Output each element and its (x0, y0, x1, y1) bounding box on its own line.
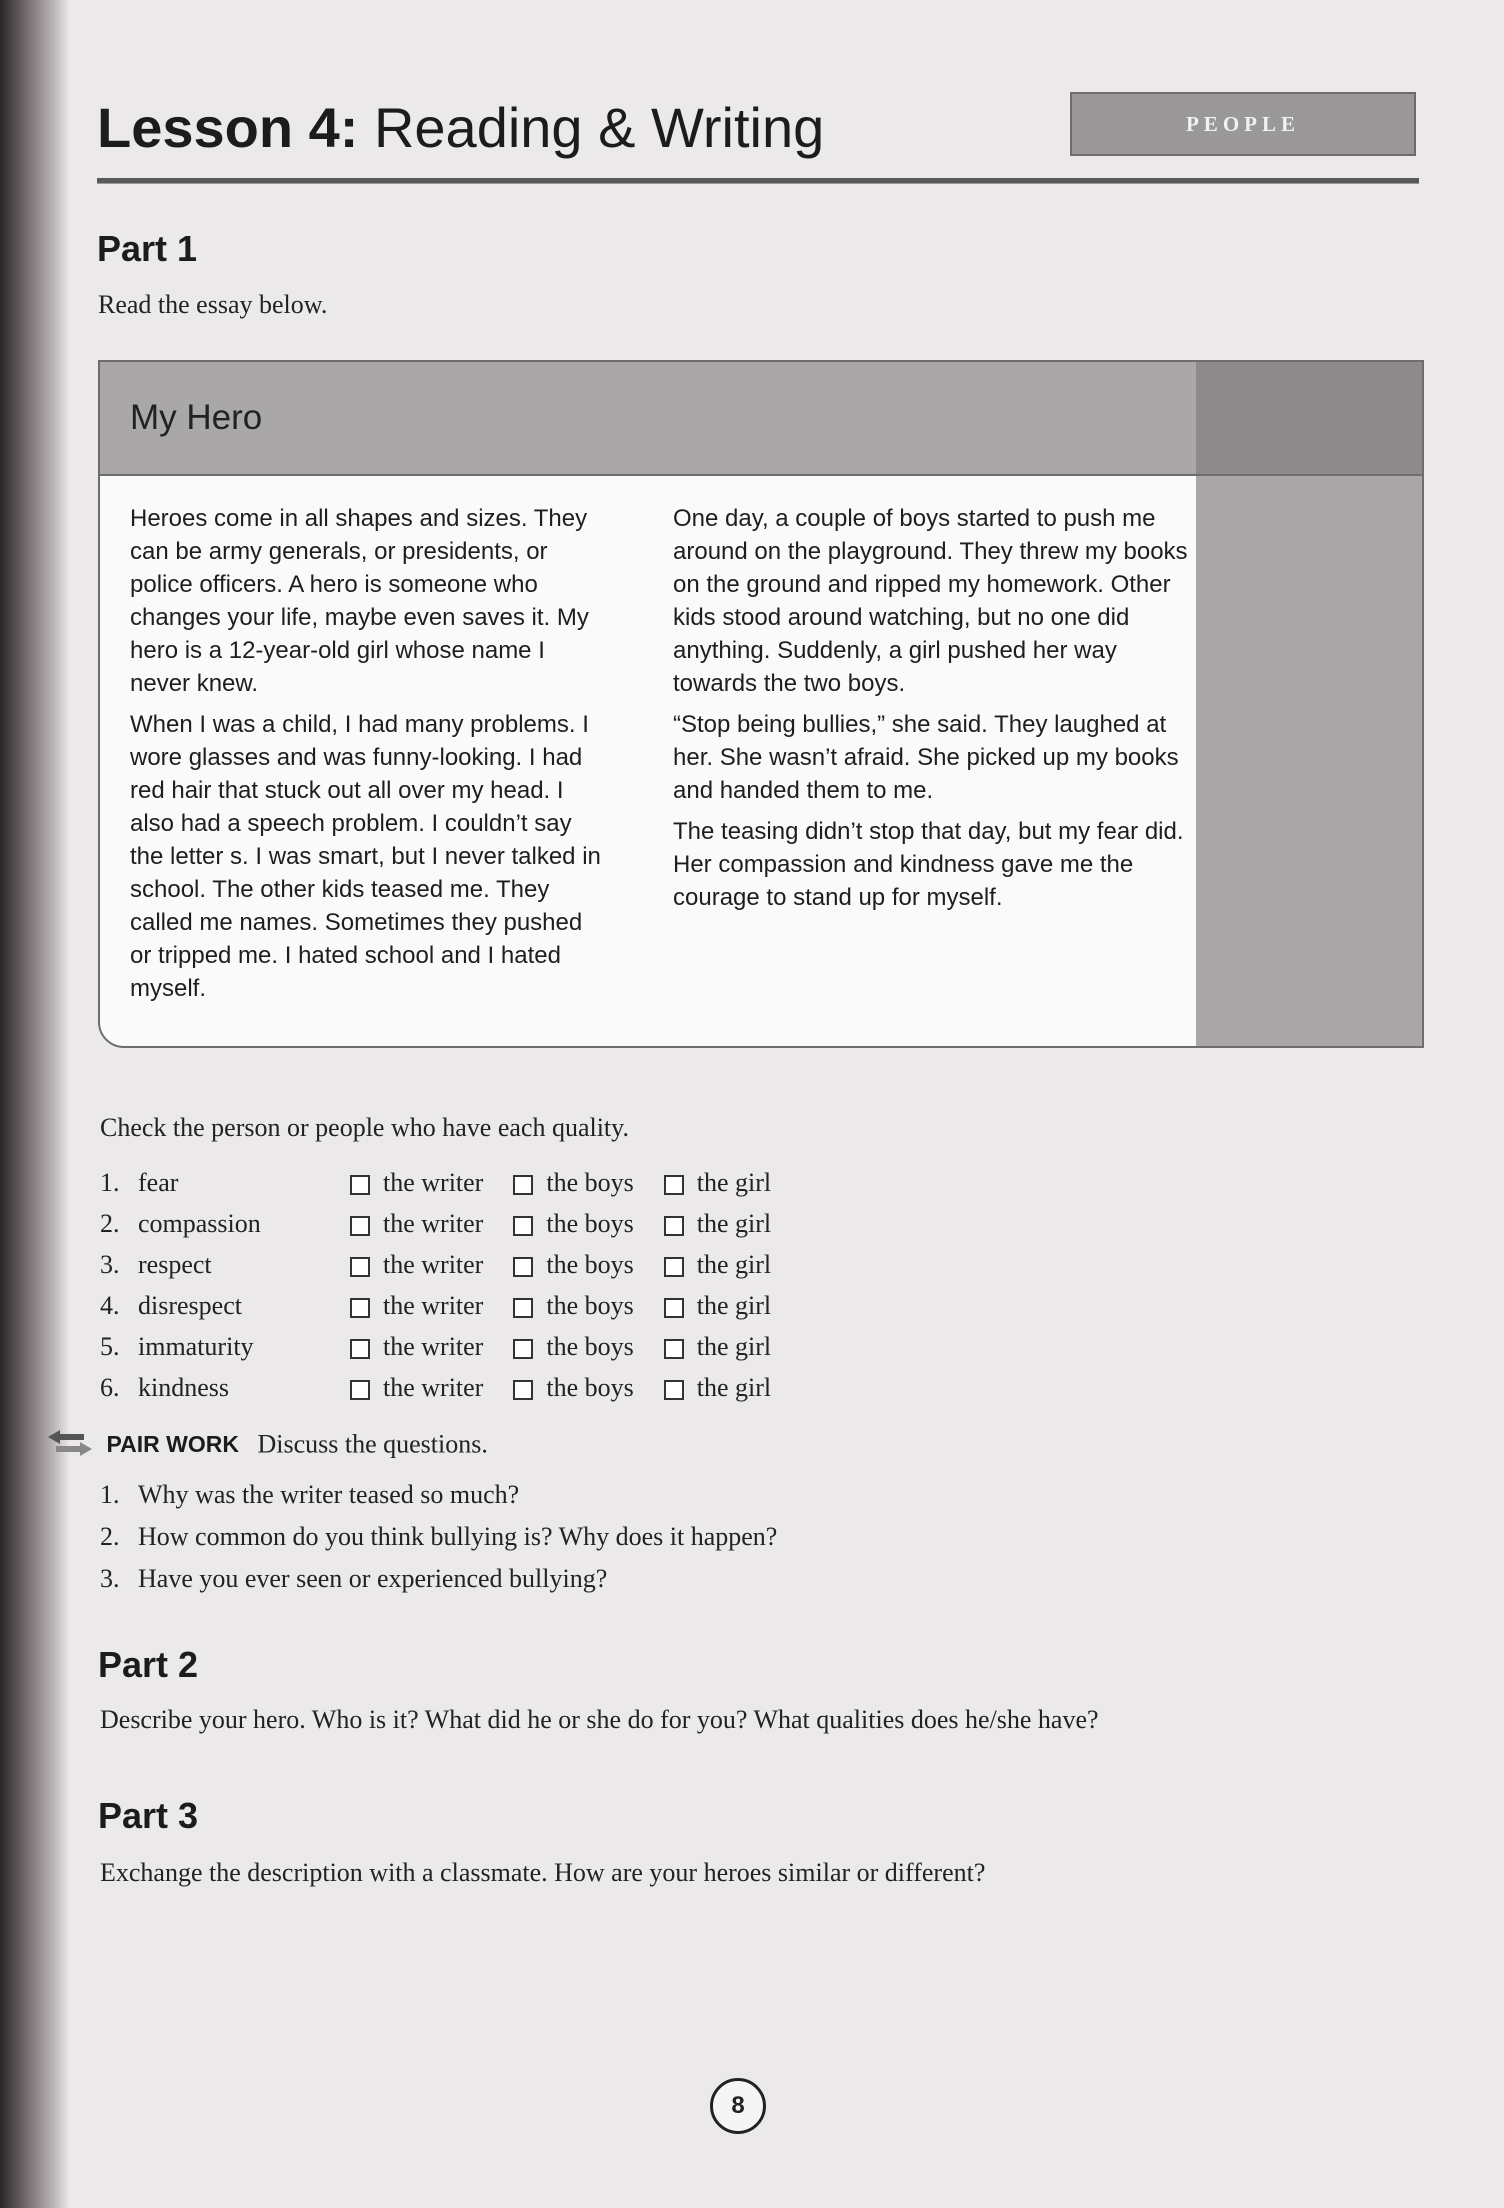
essay-paragraph: One day, a couple of boys started to push me around on the playground. They threw my books on the ground and ripped my homework. Other kids stood around watching, but no one did anything. Suddenly, a girl pushed her way towards the two boys. (673, 505, 1188, 697)
checkbox[interactable] (664, 1339, 684, 1359)
option-label: the boys (546, 1167, 634, 1197)
question-number: 1. (100, 1480, 120, 1509)
option-label: the writer (383, 1167, 484, 1197)
checkbox[interactable] (513, 1216, 533, 1236)
checkbox[interactable] (350, 1216, 370, 1236)
option-label: the girl (696, 1249, 772, 1279)
option-label: the girl (696, 1331, 772, 1361)
quality-row (100, 1244, 801, 1285)
title-divider (97, 178, 1419, 184)
option-writer[interactable] (350, 1285, 513, 1326)
list-item (100, 1480, 777, 1522)
pair-work-label: PAIR WORK (106, 1431, 239, 1458)
part1-heading: Part 1 (97, 228, 198, 269)
option-boys[interactable] (513, 1162, 663, 1203)
list-item (100, 1564, 777, 1606)
option-label: the writer (383, 1372, 484, 1402)
checkbox[interactable] (513, 1257, 533, 1277)
unit-badge: PEOPLE (1070, 92, 1416, 156)
part1-instruction: Read the essay below. (98, 290, 328, 319)
option-label: the girl (696, 1167, 772, 1197)
quality-row (100, 1162, 801, 1203)
checkbox[interactable] (664, 1298, 684, 1318)
option-girl[interactable] (664, 1162, 801, 1203)
essay-paragraph: “Stop being bullies,” she said. They laughed at her. She wasn’t afraid. She picked up my books and handed them to me. (673, 711, 1179, 804)
essay-paragraph: The teasing didn’t stop that day, but my fear did. Her compassion and kindness gave me the courage to stand up for myself. (673, 818, 1184, 911)
quality-word: fear (138, 1167, 179, 1197)
quality-word: kindness (138, 1372, 229, 1402)
checkbox[interactable] (350, 1380, 370, 1400)
option-label: the girl (696, 1290, 772, 1320)
quality-word: disrespect (138, 1290, 242, 1320)
pair-work-prompt (46, 1428, 488, 1465)
question-text: How common do you think bullying is? Why does it happen? (138, 1522, 778, 1551)
option-label: the writer (383, 1290, 484, 1320)
option-boys[interactable] (513, 1326, 663, 1367)
pair-work-icon (46, 1428, 94, 1465)
quality-row (100, 1285, 801, 1326)
checkbox[interactable] (664, 1257, 684, 1277)
option-writer[interactable] (350, 1203, 513, 1244)
checkbox[interactable] (664, 1175, 684, 1195)
quality-row (100, 1326, 801, 1367)
option-label: the girl (696, 1208, 772, 1238)
option-label: the girl (696, 1372, 772, 1402)
option-writer[interactable] (350, 1244, 513, 1285)
checkbox[interactable] (350, 1257, 370, 1277)
question-number: 2. (100, 1522, 120, 1551)
part3-instruction: Exchange the description with a classmate. How are your heroes similar or different? (100, 1858, 986, 1887)
essay-paragraph: Heroes come in all shapes and sizes. They can be army generals, or presidents, or police officers. A hero is someone who changes your life, maybe even saves it. My hero is a 12-year-old girl whose name I never knew. (130, 505, 589, 697)
option-girl[interactable] (664, 1326, 801, 1367)
checkbox[interactable] (513, 1175, 533, 1195)
quality-number: 4. (100, 1290, 120, 1320)
option-writer[interactable] (350, 1162, 513, 1203)
option-label: the boys (546, 1208, 634, 1238)
quality-row (100, 1203, 801, 1244)
lesson-title (97, 95, 824, 160)
option-label: the boys (546, 1290, 634, 1320)
quality-number: 1. (100, 1167, 120, 1197)
part2-heading: Part 2 (98, 1644, 199, 1685)
question-text: Have you ever seen or experienced bullying? (138, 1564, 608, 1593)
essay-box (98, 360, 1424, 1048)
question-number: 3. (100, 1564, 120, 1593)
essay-paragraph: When I was a child, I had many problems. I wore glasses and was funny-looking. I had red hair that stuck out all over my head. I also had a speech problem. I couldn’t say the letter s. I was smart, but I never talked in school. The other kids teased me. They called me names. Sometimes they pushed or tripped me. I hated school and I hated myself. (130, 711, 601, 1002)
discussion-questions (100, 1480, 777, 1606)
question-text: Why was the writer teased so much? (138, 1480, 520, 1509)
quality-number: 2. (100, 1208, 120, 1238)
checkbox[interactable] (664, 1216, 684, 1236)
essay-side-header (1196, 362, 1422, 474)
page-number: 8 (710, 2078, 766, 2134)
quality-number: 6. (100, 1372, 120, 1402)
option-writer[interactable] (350, 1367, 513, 1408)
quality-word: immaturity (138, 1331, 254, 1361)
essay-title: My Hero (130, 398, 263, 437)
qualities-instruction: Check the person or people who have each quality. (100, 1113, 629, 1142)
list-item (100, 1522, 777, 1564)
option-girl[interactable] (664, 1367, 801, 1408)
option-girl[interactable] (664, 1244, 801, 1285)
checkbox[interactable] (350, 1175, 370, 1195)
checkbox[interactable] (664, 1380, 684, 1400)
checkbox[interactable] (513, 1380, 533, 1400)
part3-heading: Part 3 (98, 1795, 199, 1836)
lesson-number: Lesson 4: (97, 96, 359, 159)
option-girl[interactable] (664, 1203, 801, 1244)
checkbox[interactable] (513, 1298, 533, 1318)
option-boys[interactable] (513, 1367, 663, 1408)
option-writer[interactable] (350, 1326, 513, 1367)
checkbox[interactable] (350, 1339, 370, 1359)
part2-instruction: Describe your hero. Who is it? What did he or she do for you? What qualities does he/she have? (100, 1705, 1099, 1734)
checkbox[interactable] (513, 1339, 533, 1359)
qualities-table (100, 1162, 801, 1408)
essay-right-column (673, 502, 1193, 922)
option-label: the boys (546, 1372, 634, 1402)
option-label: the writer (383, 1249, 484, 1279)
quality-number: 5. (100, 1331, 120, 1361)
lesson-name: Reading & Writing (373, 96, 825, 159)
pair-work-instruction: Discuss the questions. (257, 1429, 488, 1459)
option-label: the writer (383, 1208, 484, 1238)
quality-number: 3. (100, 1249, 120, 1279)
checkbox[interactable] (350, 1298, 370, 1318)
quality-word: compassion (138, 1208, 261, 1238)
essay-left-column (130, 502, 610, 1013)
option-label: the boys (546, 1249, 634, 1279)
option-label: the boys (546, 1331, 634, 1361)
option-boys[interactable] (513, 1203, 663, 1244)
quality-word: respect (138, 1249, 212, 1279)
option-girl[interactable] (664, 1285, 801, 1326)
option-boys[interactable] (513, 1244, 663, 1285)
quality-row (100, 1367, 801, 1408)
option-boys[interactable] (513, 1285, 663, 1326)
option-label: the writer (383, 1331, 484, 1361)
